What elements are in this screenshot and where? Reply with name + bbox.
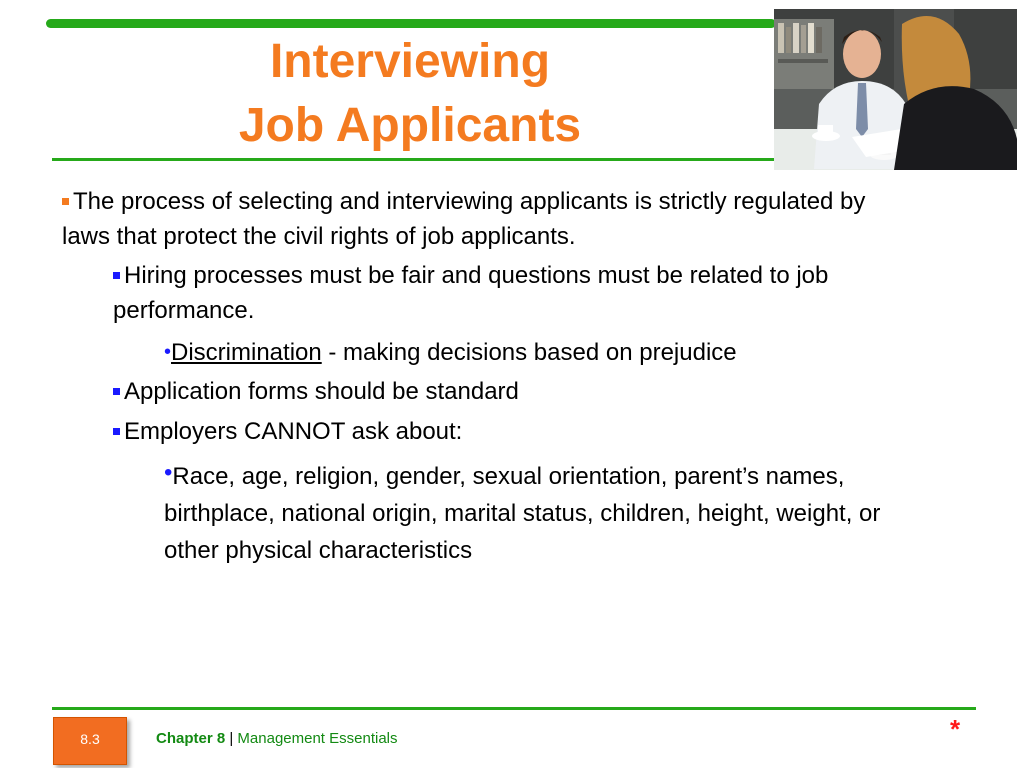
term-discrimination: Discrimination xyxy=(171,339,322,366)
bullet-level2 xyxy=(113,258,973,328)
title-divider xyxy=(52,158,774,161)
bullet-text: Hiring processes must be fair and questions must be related to job performance. xyxy=(113,262,829,324)
square-bullet-icon xyxy=(113,428,120,435)
asterisk-mark: * xyxy=(950,714,961,744)
bullet-level2 xyxy=(113,414,933,449)
bullet-text: Application forms should be standard xyxy=(124,378,519,405)
footer-text xyxy=(156,730,398,747)
bullet-level3 xyxy=(164,335,984,370)
footer-chapter: Chapter 8 xyxy=(156,730,226,747)
page-number-badge xyxy=(53,717,127,765)
dot-bullet-icon: • xyxy=(164,341,172,363)
page-number: 8.3 xyxy=(80,731,100,747)
interview-photo xyxy=(774,9,1017,170)
square-bullet-icon xyxy=(62,198,69,205)
bullet-text: Race, age, religion, gender, sexual orientation, parent’s names, birthplace, national origin, marital status, children, height, weight, or other physical characteristics xyxy=(164,463,881,564)
title-line-1: Interviewing xyxy=(269,35,551,88)
bullet-text: Employers CANNOT ask about: xyxy=(124,418,463,445)
dot-bullet-icon: • xyxy=(164,459,173,486)
title-line-2: Job Applicants xyxy=(238,99,582,152)
footer-divider xyxy=(52,707,976,710)
footer-separator: | xyxy=(225,730,238,747)
bullet-level3 xyxy=(164,454,924,569)
bullet-text: The process of selecting and interviewing applicants is strictly regulated by laws that protect the civil rights of job applicants. xyxy=(62,188,866,250)
top-accent-bar xyxy=(46,19,776,28)
bullet-text: - making decisions based on prejudice xyxy=(321,339,737,366)
square-bullet-icon xyxy=(113,272,120,279)
slide-title xyxy=(150,30,670,158)
bullet-level1 xyxy=(62,184,882,254)
bullet-level2 xyxy=(113,374,933,409)
square-bullet-icon xyxy=(113,388,120,395)
footer-book-title: Management Essentials xyxy=(237,730,398,747)
